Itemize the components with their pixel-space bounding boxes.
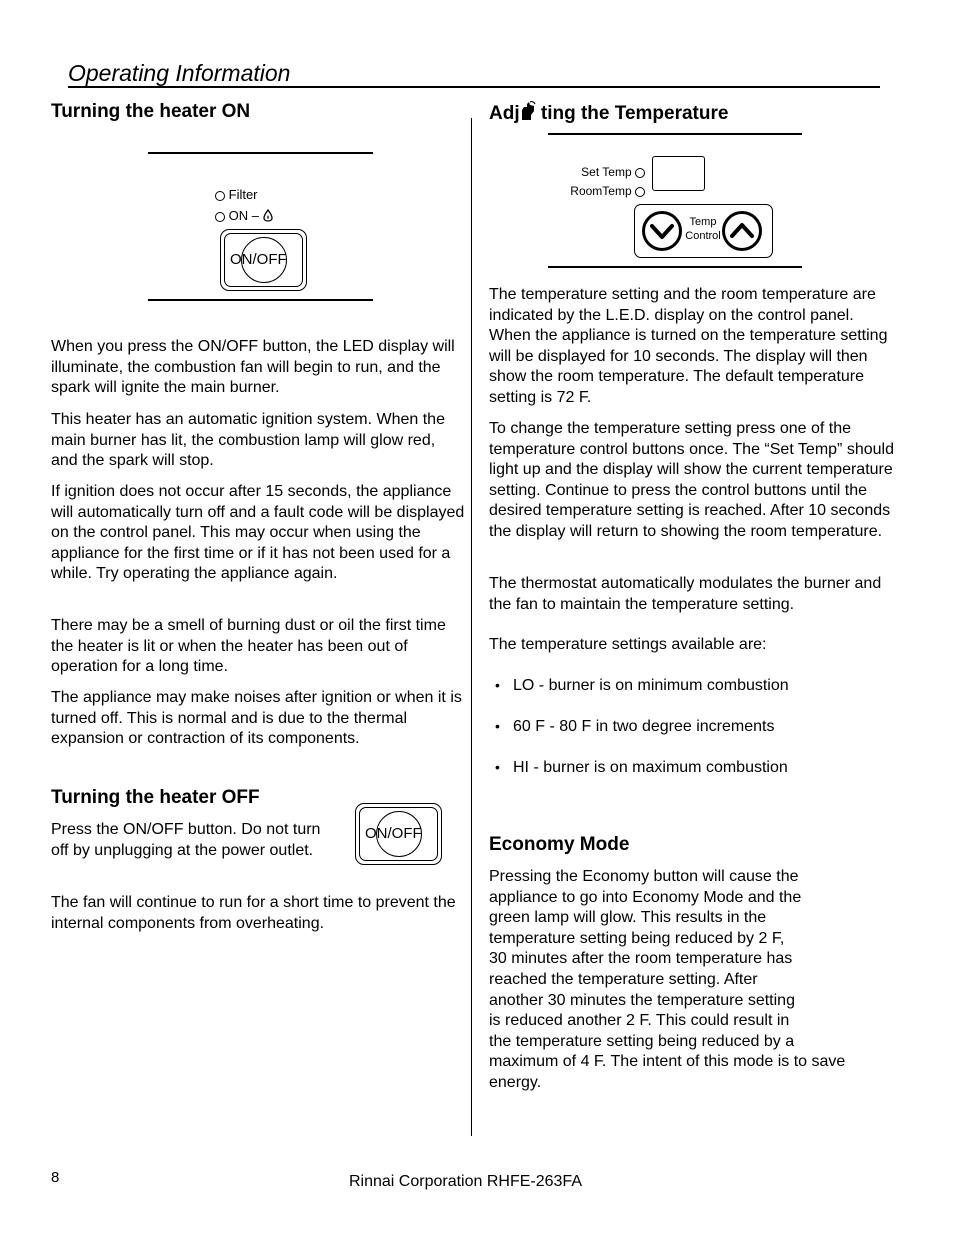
room-temp-label: RoomTemp	[570, 184, 632, 198]
footer-doc-id: Rinnai Corporation RHFE-263FA	[349, 1173, 582, 1190]
page-number: 8	[51, 1169, 60, 1186]
panel-rule-top	[548, 133, 802, 135]
temp-up-button[interactable]	[721, 210, 763, 252]
paragraph: The temperature settings available are:	[489, 636, 767, 653]
list-item: • LO - burner is on minimum combustion	[495, 677, 789, 695]
filter-indicator	[215, 187, 258, 202]
temp-control-panel	[634, 204, 773, 258]
paragraph: This heater has an automatic ignition system. When the main burner has lit, the combustion lamp will glow red, and the spark will stop.	[51, 411, 445, 470]
on-indicator	[215, 208, 273, 223]
heading-turning-off: Turning the heater OFF	[51, 787, 260, 808]
paragraph: The temperature setting and the room temperature are indicated by the L.E.D. display on the control panel. When the appliance is turned on the temperature setting will be displayed for 10 seconds. The display will then show the room temperature. The default temperature setting is 72 F.	[489, 286, 888, 406]
filter-led-icon	[215, 191, 225, 201]
heading-turning-on: Turning the heater ON	[51, 101, 251, 122]
paragraph: If ignition does not occur after 15 seconds, the appliance will automatically turn off and a fault code will be displayed on the control panel. This may occur when using the appliance for the first time or if it has not been used for a while. Try operating the appliance again.	[51, 483, 465, 583]
on-off-button-label: ON/OFF	[230, 251, 287, 268]
on-off-button[interactable]	[220, 229, 307, 291]
panel-rule-bottom	[148, 299, 373, 301]
page-title: Operating Information	[68, 60, 291, 86]
set-temp-led-icon	[635, 168, 645, 178]
column-divider	[471, 118, 472, 1136]
panel-rule-top	[148, 152, 373, 154]
set-temp-indicator	[561, 165, 645, 179]
paragraph: The appliance may make noises after ignition or when it is turned off. This is normal and is due to the thermal expansion or contraction of its components.	[51, 689, 462, 748]
temp-down-button[interactable]	[641, 210, 683, 252]
paragraph: The fan will continue to run for a short time to prevent the internal components from overheating.	[51, 894, 456, 932]
title-rule	[68, 86, 880, 88]
on-off-button-small[interactable]	[355, 803, 442, 865]
heading-economy-mode: Economy Mode	[489, 834, 630, 855]
hand-icon	[520, 101, 536, 121]
list-item: • HI - burner is on maximum combustion	[495, 759, 788, 777]
room-temp-led-icon	[635, 187, 645, 197]
paragraph: The thermostat automatically modulates the burner and the fan to maintain the temperature setting.	[489, 575, 882, 613]
flame-icon	[263, 209, 273, 222]
dash-icon: –	[251, 208, 259, 223]
on-off-button-label: ON/OFF	[365, 825, 422, 842]
on-label: ON	[228, 208, 249, 223]
on-led-icon	[215, 212, 225, 222]
room-temp-indicator	[561, 184, 645, 198]
paragraph: There may be a smell of burning dust or oil the first time the heater is lit or when the heater has been out of operation for a long time.	[51, 617, 446, 676]
panel-rule-bottom	[548, 266, 802, 268]
led-display	[652, 156, 705, 191]
paragraph: Press the ON/OFF button. Do not turn off by unplugging at the power outlet.	[51, 821, 321, 859]
filter-label: Filter	[228, 187, 258, 202]
set-temp-label: Set Temp	[581, 165, 632, 179]
list-item: • 60 F - 80 F in two degree increments	[495, 718, 774, 736]
paragraph: When you press the ON/OFF button, the LED display will illuminate, the combustion fan will begin to run, and the spark will ignite the main burner.	[51, 338, 455, 397]
temp-control-label: Temp Control	[685, 216, 721, 242]
paragraph: To change the temperature setting press one of the temperature control buttons once. The “Set Temp” should light up and the display will show the current temperature setting. Continue to press the control buttons until the desired temperature setting is reached. After 10 seconds the display will return to showing the room temperature.	[489, 420, 894, 540]
heading-adjusting-temperature: Adj ting the Temperature	[489, 103, 729, 124]
economy-paragraph: Pressing the Economy button will cause the appliance to go into Economy Mode and the green lamp will glow. This results in the temperature setting being reduced by 2 F, 30 minutes after the room temperature has reached the temperature setting. After another 30 minutes the temperature setting is reduced another 2 F. This could result in the temperature setting being reduced by a maximum of 4 F. The intent of this mode is to save energy.	[489, 868, 846, 1091]
